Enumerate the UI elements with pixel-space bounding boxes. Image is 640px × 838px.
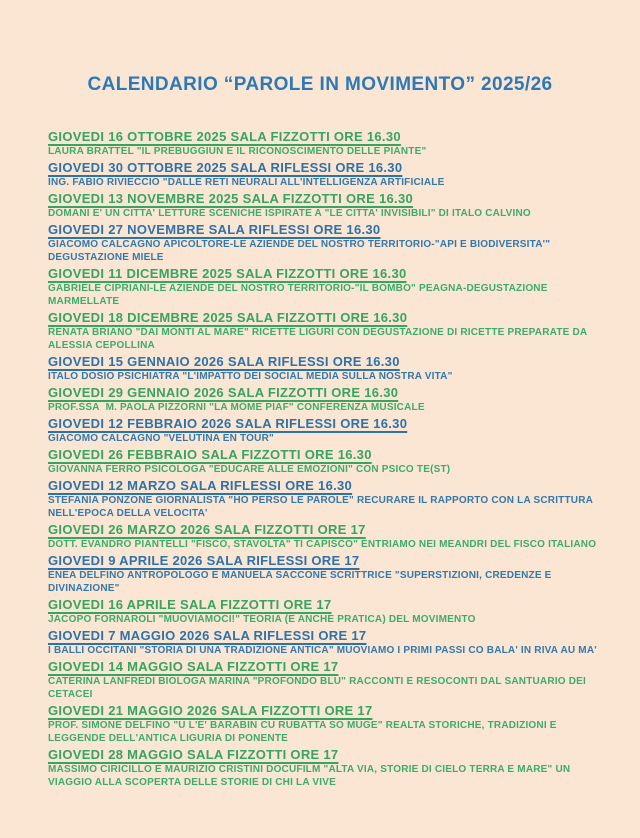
event-date-heading: GIOVEDI 9 APRILE 2026 SALA RIFLESSI ORE 17 bbox=[48, 553, 360, 568]
event-date-heading: GIOVEDI 21 MAGGIO 2026 SALA FIZZOTTI ORE 17 bbox=[48, 703, 373, 718]
event-list bbox=[0, 96, 640, 789]
event-description: STEFANIA PONZONE GIORNALISTA "HO PERSO LE PAROLE" RECURARE IL RAPPORTO CON LA SCRITTURA NELL'EPOCA DELLA VELOCITA' bbox=[48, 495, 593, 519]
event bbox=[48, 659, 600, 701]
event-description: CATERINA LANFREDI BIOLOGA MARINA "PROFONDO BLU" RACCONTI E RESOCONTI DAL SANTUARIO DEI CETACEI bbox=[48, 676, 586, 700]
event-date-heading: GIOVEDI 14 MAGGIO SALA FIZZOTTI ORE 17 bbox=[48, 659, 339, 674]
event-description: GIOVANNA FERRO PSICOLOGA "EDUCARE ALLE EMOZIONI" CON PSICO TE(ST) bbox=[48, 464, 451, 475]
event-date-heading: GIOVEDI 29 GENNAIO 2026 SALA FIZZOTTI ORE 16.30 bbox=[48, 385, 399, 400]
event-date-heading: GIOVEDI 13 NOVEMBRE 2025 SALA FIZZOTTI ORE 16.30 bbox=[48, 191, 414, 206]
event-date-heading: GIOVEDI 28 MAGGIO SALA FIZZOTTI ORE 17 bbox=[48, 747, 339, 762]
event bbox=[48, 447, 600, 476]
event-description: GIACOMO CALCAGNO APICOLTORE-LE AZIENDE DEL NOSTRO TERRITORIO-"API E BIODIVERSITA'" DEGUSTAZIONE MIELE bbox=[48, 239, 551, 263]
event-date-heading: GIOVEDI 30 OTTOBRE 2025 SALA RIFLESSI ORE 16.30 bbox=[48, 160, 403, 175]
event bbox=[48, 703, 600, 745]
event-description: PROF.SSA M. PAOLA PIZZORNI "LA MÔME PIAF" CONFERENZA MUSICALE bbox=[48, 402, 425, 413]
event-description: DOTT. EVANDRO PIANTELLI "FISCO, STAVOLTA" TI CAPISCO" ENTRIAMO NEI MEANDRI DEL FISCO ITALIANO bbox=[48, 539, 597, 550]
event-description: ING. FABIO RIVIECCIO "DALLE RETI NEURALI ALL'INTELLIGENZA ARTIFICIALE bbox=[48, 177, 445, 188]
event bbox=[48, 416, 600, 445]
event-description: I BALLI OCCITANI "STORIA DI UNA TRADIZIONE ANTICA" MUOVIAMO I PRIMI PASSI CO BALA' IN RIVA AU MA' bbox=[48, 645, 597, 656]
event bbox=[48, 385, 600, 414]
event bbox=[48, 354, 600, 383]
event-description: ENEA DELFINO ANTROPOLOGO E MANUELA SACCONE SCRITTRICE "SUPERSTIZIONI, CREDENZE E DIVINAZIONE" bbox=[48, 570, 552, 594]
event-date-heading: GIOVEDI 26 FEBBRAIO SALA FIZZOTTI ORE 16.30 bbox=[48, 447, 372, 462]
event-date-heading: GIOVEDI 7 MAGGIO 2026 SALA RIFLESSI ORE 17 bbox=[48, 628, 367, 643]
event-date-heading: GIOVEDI 12 FEBBRAIO 2026 SALA RIFLESSI ORE 16.30 bbox=[48, 416, 408, 431]
event-description: RENATA BRIANO "DAI MONTI AL MARE" RICETTE LIGURI CON DEGUSTAZIONE DI RICETTE PREPARATE DA ALESSIA CEPOLLINA bbox=[48, 327, 587, 351]
event-date-heading: GIOVEDI 15 GENNAIO 2026 SALA RIFLESSI ORE 16.30 bbox=[48, 354, 400, 369]
event bbox=[48, 191, 600, 220]
page-title: CALENDARIO “PAROLE IN MOVIMENTO” 2025/26 bbox=[87, 74, 553, 95]
event-description: DOMANI E' UN CITTA' LETTURE SCENICHE ISPIRATE A "LE CITTA' INVISIBILI" DI ITALO CALVINO bbox=[48, 208, 531, 219]
event bbox=[48, 222, 600, 264]
event-date-heading: GIOVEDI 16 OTTOBRE 2025 SALA FIZZOTTI ORE 16.30 bbox=[48, 129, 401, 144]
event-date-heading: GIOVEDI 11 DICEMBRE 2025 SALA FIZZOTTI ORE 16.30 bbox=[48, 266, 407, 281]
event-description: ITALO DOSIO PSICHIATRA "L'IMPATTO DEI SOCIAL MEDIA SULLA NOSTRA VITA" bbox=[48, 371, 453, 382]
event bbox=[48, 597, 600, 626]
event-description: GIACOMO CALCAGNO "VELUTINA EN TOUR" bbox=[48, 433, 274, 444]
event-date-heading: GIOVEDI 16 APRILE SALA FIZZOTTI ORE 17 bbox=[48, 597, 332, 612]
event-description: GABRIELE CIPRIANI-LE AZIENDE DEL NOSTRO TERRITORIO-"IL BOMBO" PEAGNA-DEGUSTAZIONE MARMELLATE bbox=[48, 283, 548, 307]
event bbox=[48, 129, 600, 158]
event bbox=[48, 522, 600, 551]
event-date-heading: GIOVEDI 12 MARZO SALA RIFLESSI ORE 16.30 bbox=[48, 478, 353, 493]
event-date-heading: GIOVEDI 18 DICEMBRE 2025 SALA FIZZOTTI ORE 16.30 bbox=[48, 310, 408, 325]
event bbox=[48, 553, 600, 595]
event bbox=[48, 310, 600, 352]
event bbox=[48, 628, 600, 657]
event-description: LAURA BRATTEL "IL PREBUGGIUN E IL RICONOSCIMENTO DELLE PIANTE" bbox=[48, 146, 427, 157]
event bbox=[48, 160, 600, 189]
event-description: JACOPO FORNAROLI "MUOVIAMOCI!" TEORIA (E ANCHE PRATICA) DEL MOVIMENTO bbox=[48, 614, 476, 625]
event-description: MASSIMO CIRICILLO E MAURIZIO CRISTINI DOCUFILM "ALTA VIA, STORIE DI CIELO TERRA E MARE" UN VIAGGIO ALLA SCOPERTA DELLE STORIE DI CHI LA VIVE bbox=[48, 764, 571, 788]
event-description: PROF. SIMONE DELFINO "U L'E' BARABIN CU RUBATTA SO MUGE" REALTA STORICHE, TRADIZIONI E LEGGENDE DELL'ANTICA LIGURIA DI PONENTE bbox=[48, 720, 557, 744]
event-date-heading: GIOVEDI 27 NOVEMBRE SALA RIFLESSI ORE 16.30 bbox=[48, 222, 381, 237]
event bbox=[48, 747, 600, 789]
event bbox=[48, 266, 600, 308]
event bbox=[48, 478, 600, 520]
event-date-heading: GIOVEDI 26 MARZO 2026 SALA FIZZOTTI ORE 17 bbox=[48, 522, 366, 537]
